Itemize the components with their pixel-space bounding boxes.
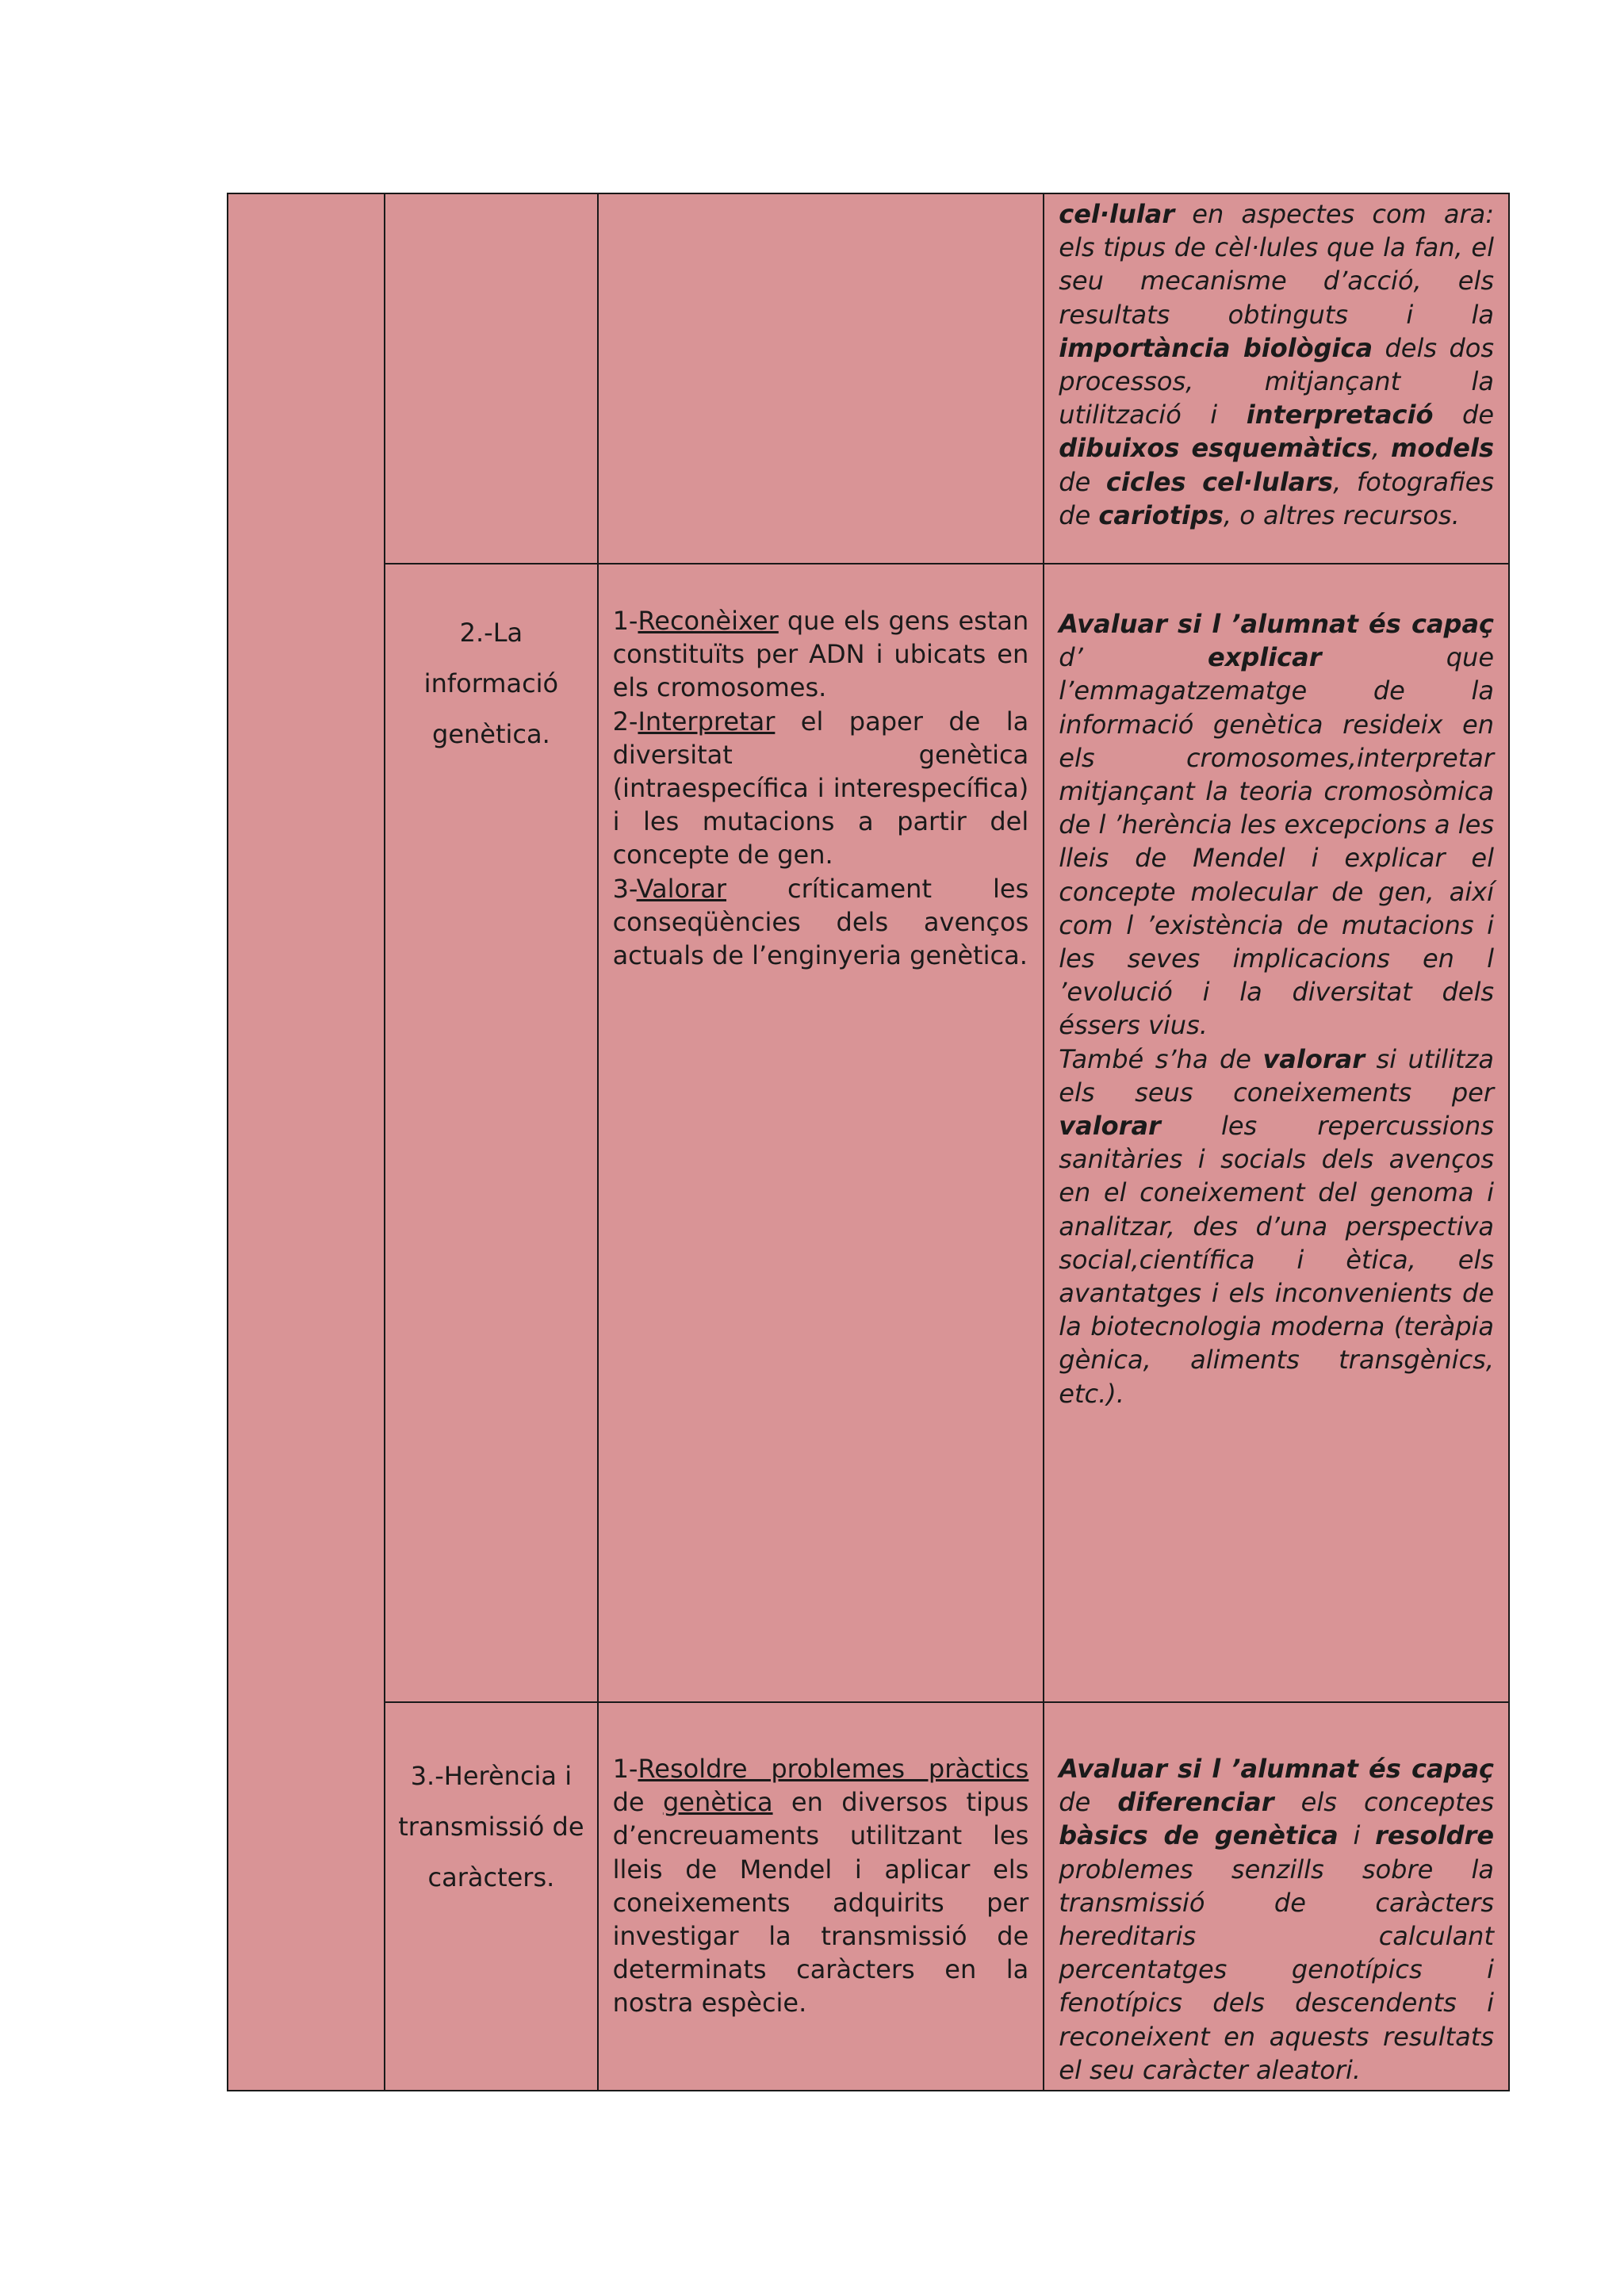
underlined-text: Resoldre problemes pràctics [638,1754,1029,1784]
evaluation-cell [1044,193,1509,564]
text-run: les repercussions sanitàries i socials dels avenços en el coneixement del genoma i analitzar, des d’una perspectiva social,científica i ètica, els avantatges i els inconvenients de la biotecnologia moderna (teràpia gènica, aliments transgènics, etc.). [1059,1111,1494,1409]
text-run: 3- [612,873,637,904]
bold-text: Avaluar si l ’alumnat és capaç [1059,609,1494,639]
table-row [228,564,1509,1702]
objectives-text [599,564,1044,972]
objectives-cell [598,1702,1044,2091]
text-run: que l’emmagatzematge de la informació genètica resideix en els cromosomes,interpretar mitjançant la teoria cromosòmica de l ’herència les excepcions a les lleis de Mendel i explicar el concepte molecular de gen, així com l ’existència de mutacions i les seves implicacions en l ’evolució i la diversitat dels éssers vius. [1059,642,1495,1041]
text-run: 1- [612,1754,638,1784]
topic-text: 3.-Herència i transmissió de caràcters. [398,1761,584,1892]
topic-cell [385,193,597,564]
bold-text: diferenciar [1117,1787,1274,1818]
text-run: que els gens estan constituïts per ADN i ubicats en els cromosomes. [612,606,1029,703]
evaluation-text [1044,194,1508,532]
bold-text: bàsics de genètica [1059,1820,1339,1851]
topic-cell [385,1702,597,2091]
bold-text: models [1391,433,1494,464]
objective-item [613,1752,1029,2020]
evaluation-text [1044,1703,1508,2087]
underlined-text: genètica [662,1787,773,1818]
underlined-text: Reconèixer [638,606,779,636]
topic-text: 2.-La informació genètica. [423,618,559,749]
bold-text: importància biològica [1059,332,1373,363]
objectives-cell [598,564,1044,1702]
text-run: de [612,1787,663,1818]
topic-cell [385,564,597,1702]
bold-text: explicar [1207,642,1322,673]
text-run: de [1433,400,1495,430]
text-run: 1- [612,606,638,636]
text-run: en diversos tipus d’encreuaments utilitzant les lleis de Mendel i aplicar els coneixements adquirits per investigar la transmissió de determinats caràcters en la nostra espècie. [612,1787,1029,2019]
text-run: de [1059,466,1106,497]
bold-text: valorar [1262,1043,1365,1074]
objective-item [613,705,1029,872]
evaluation-cell [1044,564,1509,1702]
text-run: críticament les conseqüències dels avenços actuals de l’enginyeria genètica. [612,873,1029,971]
evaluation-text [1044,564,1508,1410]
objective-item [613,604,1029,705]
objective-item [613,872,1029,973]
text-run: , o altres recursos. [1223,499,1460,530]
bold-text: interpretació [1246,400,1434,430]
table-row [228,193,1509,564]
objectives-cell [598,193,1044,564]
text-run: , [1371,433,1392,464]
text-run: , fotografies de [1059,466,1494,530]
text-run: el paper de la diversitat genètica (intraespecífica i interespecífica) i les mutacions a partir del concepte de gen. [612,706,1029,871]
text-run: d’ [1059,642,1208,673]
text-run: en aspectes com ara: els tipus de cèl·lules que la fan, el seu mecanisme d’acció, els resultats obtinguts i la [1059,199,1494,330]
underlined-text: Interpretar [638,706,776,737]
text-run: de [1059,1787,1118,1818]
bold-text: Avaluar si l ’alumnat és capaç [1059,1754,1494,1784]
bold-text: resoldre [1375,1820,1495,1851]
bold-text: cicles cel·lulars [1105,466,1334,497]
text-run: problemes senzills sobre la transmissió de caràcters hereditaris calculant percentatges genotípics i fenotípics dels descendents i reconeixent en aquests resultats el seu caràcter aleatori. [1059,1854,1494,2085]
text-run: dels dos processos, mitjançant la utilització i [1059,332,1494,430]
text-run: i [1338,1820,1376,1851]
bold-text: valorar [1059,1111,1161,1142]
text-run: si utilitza els seus coneixements per [1059,1043,1495,1108]
block-cell [228,193,385,2091]
text-run: També s’ha de [1059,1043,1263,1074]
evaluation-cell [1044,1702,1509,2091]
text-run: els conceptes [1274,1787,1494,1818]
table-row [228,1702,1509,2091]
curriculum-table [227,193,1510,2091]
bold-text: dibuixos esquemàtics [1059,433,1372,464]
bold-text: cariotips [1098,499,1224,530]
bold-text: cel·lular [1059,199,1175,229]
objectives-text [599,1703,1044,2020]
text-run: 2- [612,706,638,737]
underlined-text: Valorar [636,873,726,904]
